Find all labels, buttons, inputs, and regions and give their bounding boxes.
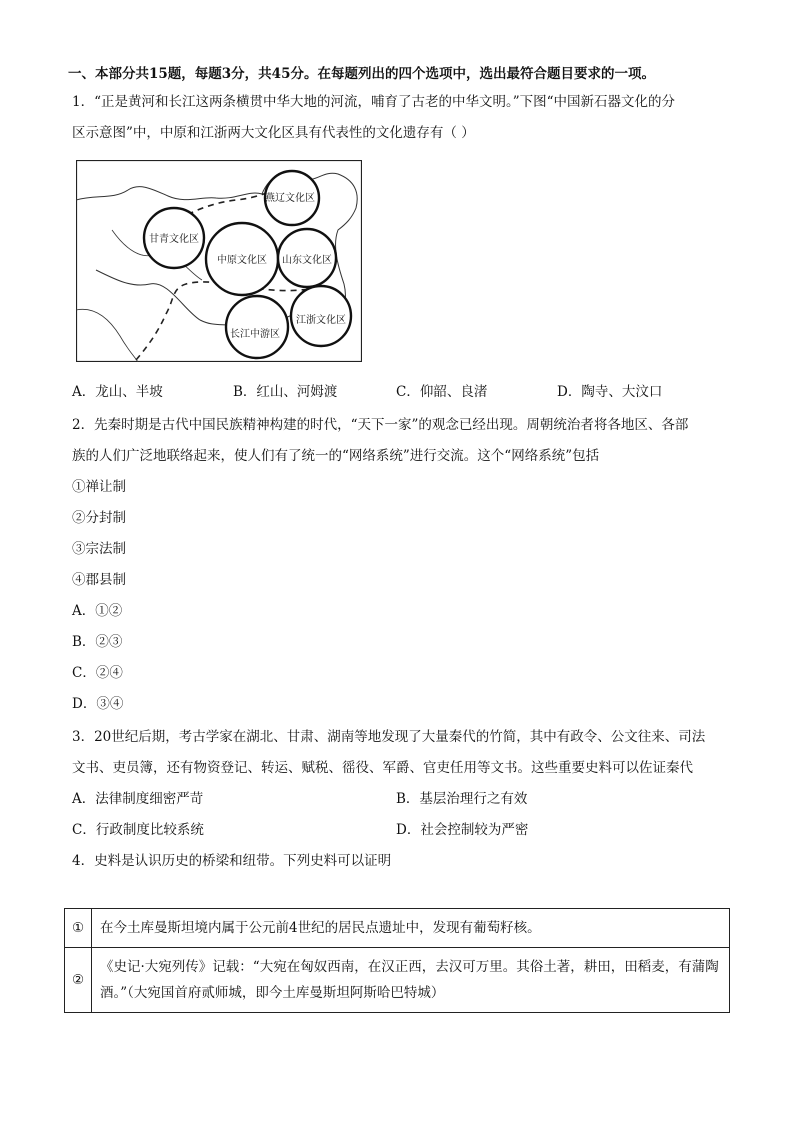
q3-option-d: D．社会控制较为严密 xyxy=(396,822,529,838)
q2-item-2: ②分封制 xyxy=(72,510,126,526)
q1-option-a: A．龙山、半坡 xyxy=(72,384,163,400)
q2-stem-line2: 族的人们广泛地联络起来，使人们有了统一的“网络系统”进行交流。这个“网络系统”包括 xyxy=(72,448,600,464)
q3-stem-line2: 文书、吏员簿，还有物资登记、转运、赋税、徭役、军爵、官吏任用等文书。这些重要史料可以佐证秦代 xyxy=(72,760,693,776)
q2-item-4: ④郡县制 xyxy=(72,572,126,588)
row-text: 《史记·大宛列传》记载：“大宛在匈奴西南，在汉正西，去汉可万里。其俗土著，耕田，田稻麦，有蒲陶酒。”（大宛国首府贰师城，即今土库曼斯坦阿斯哈巴特城） xyxy=(92,948,730,1013)
q2-option-b: B．②③ xyxy=(72,634,123,650)
label-gansu: 甘青文化区 xyxy=(149,234,199,245)
q1-stem-line1: 1．“正是黄河和长江这两条横贯中华大地的河流，哺育了古老的中华文明。”下图“中国新石器文化的分 xyxy=(72,94,676,110)
q3-option-b: B．基层治理行之有效 xyxy=(396,791,528,807)
section-header: 一、本部分共15题，每题3分，共45分。在每题列出的四个选项中，选出最符合题目要求的一项。 xyxy=(68,66,655,82)
label-jiangzhe: 江浙文化区 xyxy=(296,315,346,326)
label-zhongyuan: 中原文化区 xyxy=(217,255,267,266)
q2-item-1: ①禅让制 xyxy=(72,479,126,495)
q1-option-b: B．红山、河姆渡 xyxy=(233,384,338,400)
neolithic-culture-map xyxy=(76,160,362,362)
q1-option-c: C．仰韶、良渚 xyxy=(396,384,488,400)
q3-stem-line1: 3．20世纪后期，考古学家在湖北、甘肃、湖南等地发现了大量秦代的竹简，其中有政令、公文往来、司法 xyxy=(72,729,706,745)
q1-stem-line2: 区示意图”中，中原和江浙两大文化区具有代表性的文化遗存有（ ） xyxy=(72,125,475,141)
changjiang-circle xyxy=(226,296,288,358)
row-number: ② xyxy=(65,948,92,1013)
q1-option-d: D．陶寺、大汶口 xyxy=(557,384,663,400)
q4-stem: 4．史料是认识历史的桥梁和纽带。下列史料可以证明 xyxy=(72,853,392,869)
label-shandong: 山东文化区 xyxy=(282,255,332,266)
label-yanliao: 燕辽文化区 xyxy=(265,193,315,204)
row-text: 在今土库曼斯坦境内属于公元前4世纪的居民点遗址中，发现有葡萄籽核。 xyxy=(92,909,730,948)
label-changjiang: 长江中游区 xyxy=(230,329,280,340)
q4-source-table xyxy=(64,908,730,1013)
q2-item-3: ③宗法制 xyxy=(72,541,126,557)
q2-option-c: C．②④ xyxy=(72,665,123,681)
q2-option-d: D．③④ xyxy=(72,696,124,712)
q3-option-a: A．法律制度细密严苛 xyxy=(72,791,204,807)
q2-stem-line1: 2．先秦时期是古代中国民族精神构建的时代，“天下一家”的观念已经出现。周朝统治者将各地区、各部 xyxy=(72,417,689,433)
q3-option-c: C．行政制度比较系统 xyxy=(72,822,204,838)
q2-option-a: A．①② xyxy=(72,603,123,619)
row-number: ① xyxy=(65,909,92,948)
table-row xyxy=(65,909,730,948)
table-row xyxy=(65,948,730,1013)
